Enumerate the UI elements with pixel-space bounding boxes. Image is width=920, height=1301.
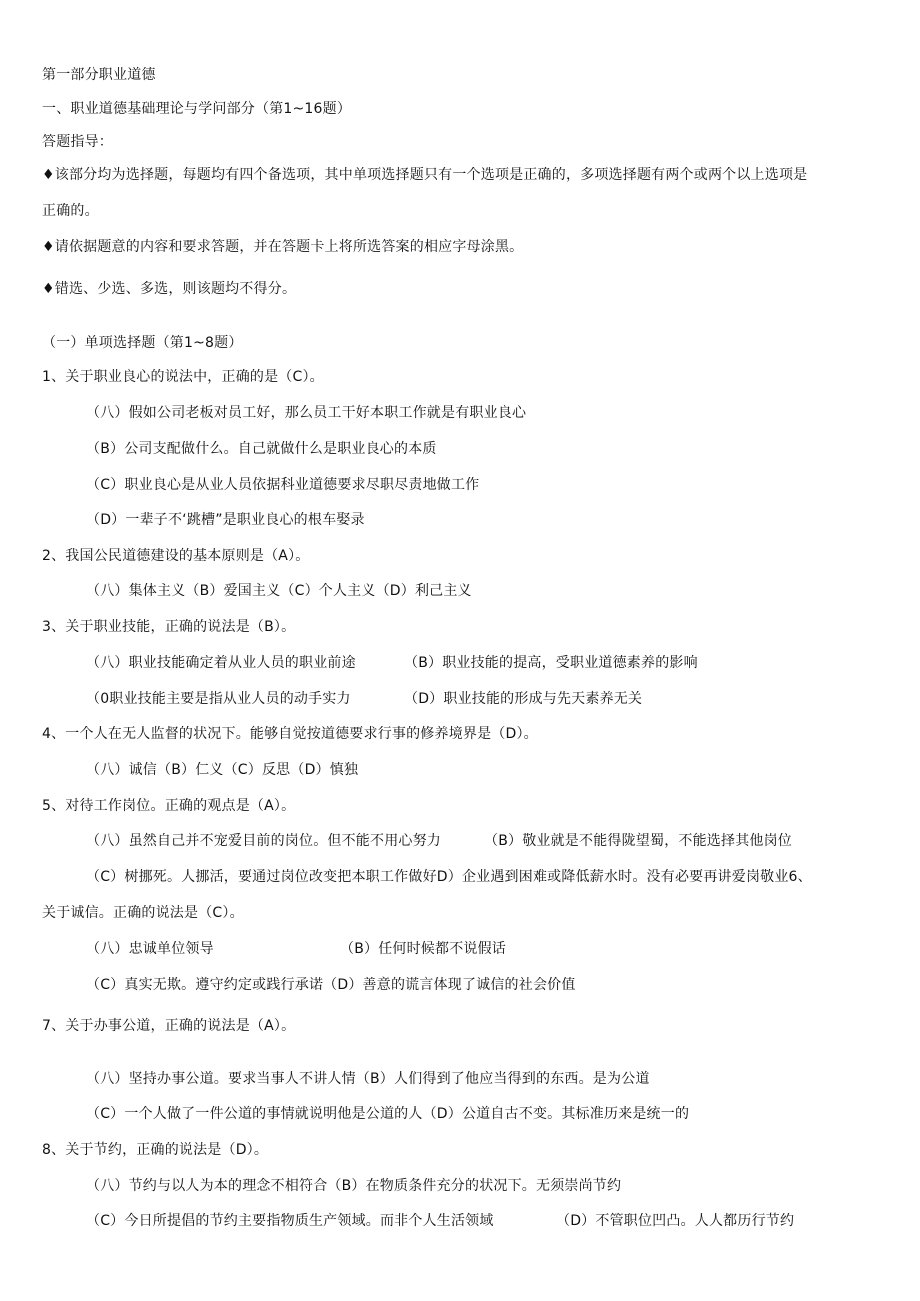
question-1-option-b: （B）公司支配做什么。自己就做什么是职业良心的本质 (86, 441, 437, 457)
question-6-option-b: （B）任何时候都不说假话 (340, 941, 507, 957)
question-5-option-b: （B）敬业就是不能得陇望蜀，不能选择其他岗位 (484, 833, 793, 849)
question-8-option-ab: （八）节约与以人为本的理念不相符合（B）在物质条件充分的状况下。无须崇尚节约 (86, 1178, 622, 1194)
section-title: 一、职业道德基础理论与学问部分（第1~16题） (42, 101, 352, 117)
question-6-option-cd: （C）真实无欺。遵守约定或践行承诺（D）善意的谎言体现了诚信的社会价值 (86, 977, 576, 993)
question-8-option-c: （C）今日所提倡的节约主要指物质生产领域。而非个人生活领域 (86, 1213, 494, 1229)
question-3-option-c: （0职业技能主要是指从业人员的动手实力 (86, 691, 351, 707)
guide-item-1: ♦该部分均为选择题，每题均有四个备选项，其中单项选择题只有一个选项是正确的，多项选择题有两个或两个以上选项是 (42, 167, 808, 183)
question-8: 8、关于节约，正确的说法是（D）。 (42, 1142, 269, 1158)
question-6-option-a: （八）忠诚单位领导 (86, 941, 214, 957)
question-7-option-ab: （八）坚持办事公道。要求当事人不讲人情（B）人们得到了他应当得到的东西。是为公道 (86, 1071, 650, 1087)
question-2-options: （八）集体主义（B）爱国主义（C）个人主义（D）利己主义 (86, 583, 472, 599)
question-8-option-d: （D）不管职位凹凸。人人都历行节约 (556, 1213, 795, 1229)
guide-item-1-cont: 正确的。 (42, 203, 99, 219)
question-3-option-a: （八）职业技能确定着从业人员的职业前途 (86, 655, 356, 671)
question-3: 3、关于职业技能，正确的说法是（B）。 (42, 619, 296, 635)
question-4: 4、一个人在无人监督的状况下。能够自觉按道德要求行事的修养境界是（D）。 (42, 726, 538, 742)
question-3-option-b: （B）职业技能的提高，受职业道德素养的影响 (404, 655, 698, 671)
question-5-option-cd: （C）树挪死。人挪活，要通过岗位改变把本职工作做好D）企业遇到困难或降低薪水时。没有必要再讲爱岗敬业6、 (86, 869, 812, 885)
part-title: 第一部分职业道德 (42, 67, 156, 83)
question-1: 1、关于职业良心的说法中，正确的是（C）。 (42, 369, 324, 385)
guide-label: 答题指导： (42, 134, 113, 150)
question-7: 7、关于办事公道，正确的说法是（A）。 (42, 1018, 296, 1034)
question-5-option-a: （八）虽然自己并不宠爱目前的岗位。但不能不用心努力 (86, 833, 441, 849)
question-1-option-d: （D）一辈子不‘跳槽”是职业良心的根车娶录 (86, 512, 365, 528)
guide-item-3: ♦错选、少选、多选，则该题均不得分。 (42, 281, 297, 297)
question-1-option-c: （C）职业良心是从业人员依据科业道德要求尽职尽责地做工作 (86, 477, 480, 493)
question-6: 关于诚信。正确的说法是（C）。 (42, 905, 244, 921)
subsection-title: （一）单项选择题（第1~8题） (42, 335, 243, 351)
question-3-option-d: （D）职业技能的形成与先天素养无关 (404, 691, 643, 707)
question-5: 5、对待工作岗位。正确的观点是（A）。 (42, 798, 296, 814)
guide-item-2: ♦请依据题意的内容和要求答题，并在答题卡上将所选答案的相应字母涂黑。 (42, 239, 524, 255)
question-2: 2、我国公民道德建设的基本原则是（A）。 (42, 548, 310, 564)
question-4-options: （八）诚信（B）仁义（C）反思（D）慎独 (86, 762, 359, 778)
question-7-option-cd: （C）一个人做了一件公道的事情就说明他是公道的人（D）公道自古不变。其标准历来是统一的 (86, 1106, 690, 1122)
question-1-option-a: （八）假如公司老板对员工好，那么员工干好本职工作就是有职业良心 (86, 405, 527, 421)
